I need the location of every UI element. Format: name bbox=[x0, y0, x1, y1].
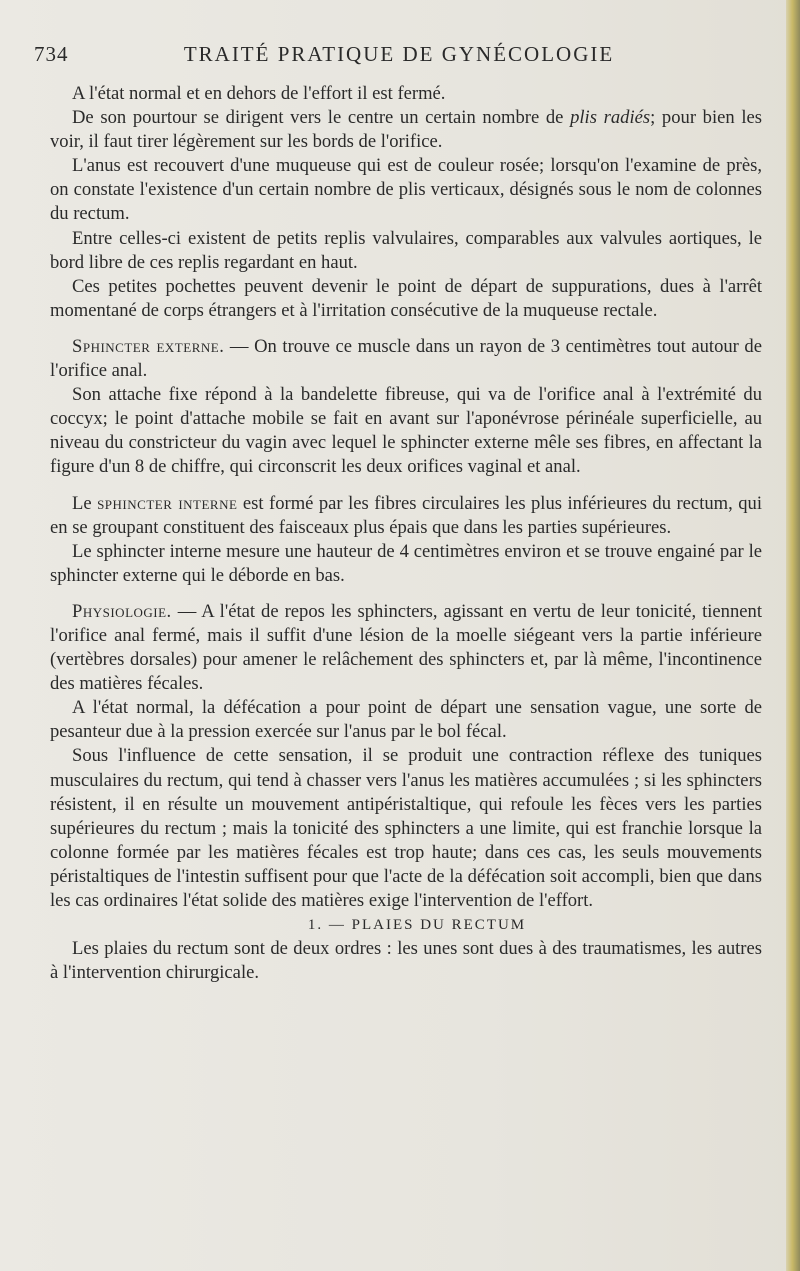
paragraph: Sous l'influence de cette sensation, il se produit une contraction réflexe des tuniques musculaires du rectum, qui tend à chasser vers l'anus les matières accumulées ; si les sphincters résistent, il en résulte un mouvement antipéristaltique, qui refoule les fèces vers les parties supérieures du rectum ; mais la tonicité des sphincters a une limite, qui est franchie lorsque la colonne formée par les matières fécales est trop haute; dans ces cas, les seuls mouvements péristaltiques de l'intestin suffisent pour que l'acte de la défécation soit accompli, bien que dans les cas ordinaires l'état solide des matières exige l'intervention de l'effort. bbox=[50, 745, 762, 911]
paragraph: Son attache fixe répond à la bandelette fibreuse, qui va de l'orifice anal à l'extrémité du coccyx; le point d'attache mobile se fait en avant sur l'aponévrose périnéale superficielle, au niveau du constricteur du vagin avec lequel le sphincter externe mêle ses fibres, en affectant la figure d'un 8 de chiffre, qui circonscrit les deux orifices vaginal et anal. bbox=[50, 384, 762, 478]
paragraph: Le sphincter interne mesure une hauteur de 4 centimètres environ et se trouve engainé par le sphincter externe qui le déborde en bas. bbox=[50, 540, 762, 586]
text-run: est formé par les fibres circulaires les plus inférieures du rectum, qui en se groupant constituent des faisceaux plus épais que dans les parties supérieures. bbox=[50, 492, 762, 538]
text-run: Le bbox=[72, 492, 98, 514]
paragraph: Entre celles-ci existent de petits replis valvulaires, comparables aux valvules aortiques, le bord libre de ces replis regardant en haut. bbox=[50, 227, 762, 273]
section-heading: 1. — PLAIES DU RECTUM bbox=[307, 917, 527, 934]
section-term: Sphincter externe. bbox=[72, 335, 225, 357]
running-title: TRAITÉ PRATIQUE DE GYNÉCOLOGIE bbox=[183, 42, 615, 66]
paragraph-sphincter-externe bbox=[50, 335, 762, 383]
body-text bbox=[50, 82, 762, 985]
paragraph: Ces petites pochettes peuvent devenir le point de départ de suppurations, dues à l'arrêt momentané de corps étrangers et à l'irritation consécutive de la muqueuse rectale. bbox=[50, 275, 762, 321]
paragraph bbox=[50, 106, 762, 154]
section-term: sphincter interne bbox=[97, 492, 238, 514]
text-run: ; pour bien les voir, il faut tirer légèrement sur les bords de l'orifice. bbox=[50, 107, 762, 153]
section-term: Physiologie. bbox=[72, 600, 172, 622]
text-run: De son pourtour se dirigent vers le centre un certain nombre de bbox=[72, 107, 571, 129]
page-edge bbox=[786, 0, 800, 1271]
paragraph-physiologie bbox=[50, 600, 762, 696]
text-run: — On trouve ce muscle dans un rayon de 3 centimètres tout autour de l'orifice anal. bbox=[50, 335, 762, 382]
text-run: — A l'état de repos les sphincters, agissant en vertu de leur tonicité, tiennent l'orifice anal fermé, mais il suffit d'une lésion de la moelle siégeant vers la partie inférieure (vertèbres dorsales) pour amener le relâchement des sphincters et, par là même, l'incontinence des matières fécales. bbox=[50, 600, 762, 695]
paragraph: A l'état normal, la défécation a pour point de départ une sensation vague, une sorte de pesanteur due à la pression exercée sur l'anus par le bol fécal. bbox=[50, 697, 762, 743]
paragraph: L'anus est recouvert d'une muqueuse qui est de couleur rosée; lorsqu'on l'examine de près, on constate l'existence d'un certain nombre de plis verticaux, désignés sous le nom de colonnes du rectum. bbox=[50, 155, 762, 225]
paragraph: A l'état normal et en dehors de l'effort il est fermé. bbox=[72, 83, 446, 104]
page-number: 734 bbox=[34, 42, 69, 66]
paragraph: Les plaies du rectum sont de deux ordres : les unes sont dues à des traumatismes, les autres à l'intervention chirurgicale. bbox=[50, 938, 762, 984]
italic-term: plis radiés bbox=[570, 107, 651, 129]
paragraph-sphincter-interne bbox=[50, 492, 762, 540]
